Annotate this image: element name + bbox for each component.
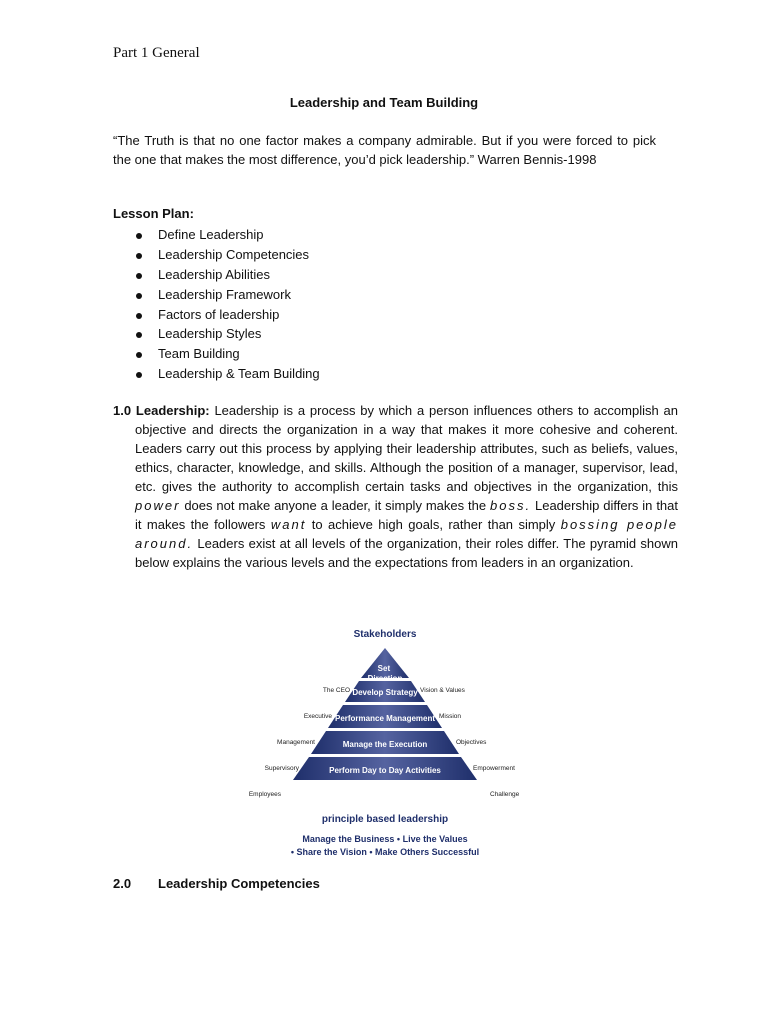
tier-3-center-label: Performance Management [334, 714, 436, 723]
page-header: Part 1 General [113, 45, 200, 61]
section-competencies-heading [113, 876, 320, 891]
tier-1-left-label: The CEO [322, 687, 350, 694]
section-number: 2.0 [113, 876, 132, 891]
lesson-plan-item: Leadership Styles [113, 324, 320, 344]
lesson-plan-item: Leadership Framework [113, 285, 320, 305]
section-leadership [113, 401, 678, 572]
tier-3-right-label: Objectives [456, 739, 487, 746]
lesson-plan-item: Define Leadership [113, 225, 320, 245]
tier-2-left-label: Executive [303, 713, 332, 720]
tier-5-left-label: Employees [248, 791, 281, 798]
document-title: Leadership and Team Building [289, 95, 479, 110]
lesson-plan-item: Leadership Competencies [113, 245, 320, 265]
tier-4-left-label: Supervisory [264, 765, 299, 772]
pyramid-subtitle: principle based leadership [321, 814, 449, 825]
section-text: Leadership is a process by which a person influences others to accomplish an objective and directs the organization in a way that makes it more cohesive and coherent. Leaders carry out this process by applying their leadership attributes, such as beliefs, values, ethics, character, knowledge, and skills. Although the position of a manager, supervisor, lead, etc. gives the authority to accomplish certain tasks and objectives in the organization, this [135, 403, 679, 494]
tier-5-center-label: Perform Day to Day Activities [329, 766, 441, 775]
tier-4-center-label: Manage the Execution [342, 740, 428, 749]
lesson-plan-item: Team Building [113, 344, 320, 364]
lesson-plan-heading: Lesson Plan: [113, 206, 194, 221]
lesson-plan-item: Leadership Abilities [113, 265, 320, 285]
tier-5-right-label: Challenge [490, 791, 520, 798]
emphasis-boss: boss. [490, 498, 532, 513]
tier-1-right-label: Vision & Values [420, 687, 465, 694]
tier-1-label-line2: Direction [367, 674, 403, 683]
tier-1-label-line1: Set [377, 664, 391, 673]
tier-4-right-label: Empowerment [473, 765, 515, 772]
pyramid-footer-line2: • Share the Vision • Make Others Successful [290, 847, 480, 857]
tier-2-center-label: Develop Strategy [352, 688, 418, 697]
lesson-plan-list [113, 225, 320, 384]
section-leadership-heading: 1.0 Leadership: [113, 403, 210, 418]
emphasis-power: power [135, 498, 181, 513]
section-text: to achieve high goals, rather than simply [306, 517, 561, 532]
lesson-plan-item: Leadership & Team Building [113, 364, 320, 384]
section-text: does not make anyone a leader, it simply makes the [180, 498, 491, 513]
lesson-plan-item: Factors of leadership [113, 305, 320, 325]
emphasis-want: want [270, 517, 307, 532]
leadership-pyramid [240, 624, 540, 864]
section-text: Leadership differs in that it makes the followers [135, 498, 678, 532]
tier-2-right-label: Mission [439, 713, 462, 720]
section-title: Leadership Competencies [158, 876, 320, 891]
tier-3-left-label: Management [277, 739, 315, 746]
emphasis-bossing: bossing people around. [135, 517, 678, 551]
pyramid-footer-line1: Manage the Business • Live the Values [302, 834, 468, 844]
section-text: Leaders exist at all levels of the organization, their roles differ. The pyramid shown below explains the various levels and the expectations from leaders in an organization. [135, 536, 678, 570]
pyramid-top-label: Stakeholders [353, 629, 417, 640]
opening-quote: “The Truth is that no one factor makes a company admirable. But if you were forced to pick the one that makes the most difference, you’d pick leadership.” Warren Bennis-1998 [113, 133, 656, 167]
leadership-pyramid-figure [240, 624, 540, 864]
